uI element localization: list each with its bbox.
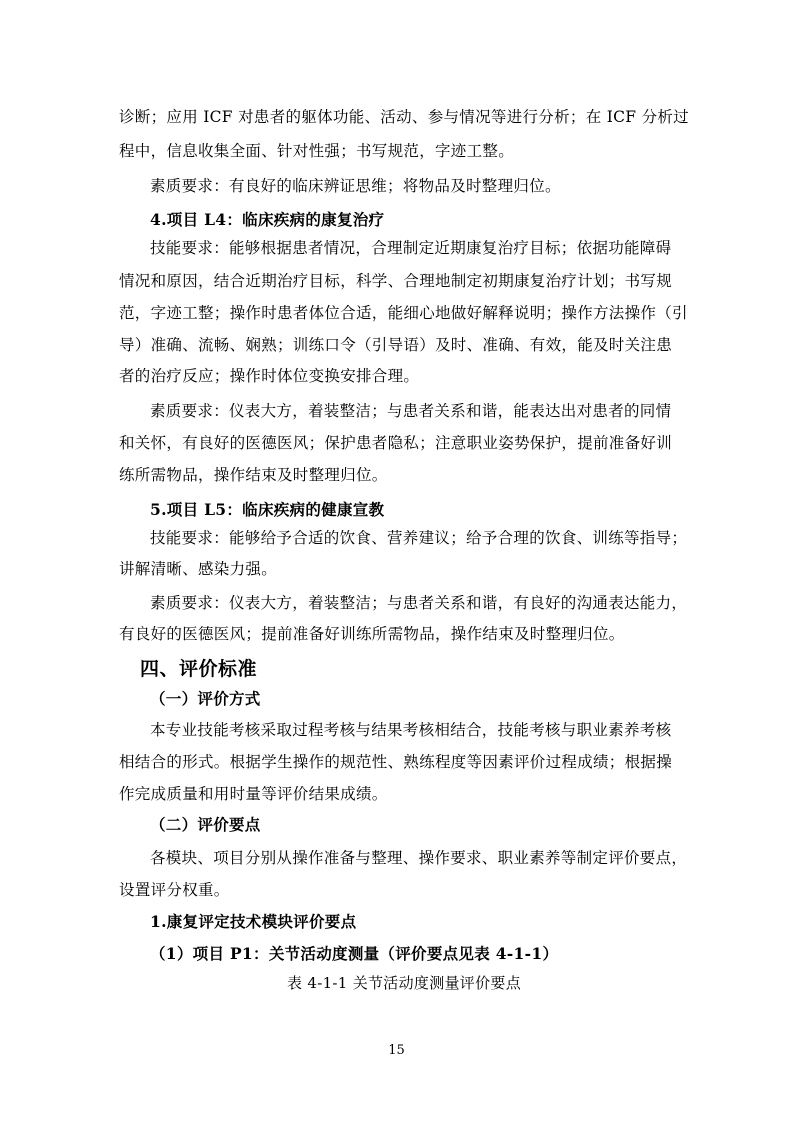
body-text-line: 素质要求：仪表大方，着装整洁；与患者关系和谐，有良好的沟通表达能力， <box>150 594 688 612</box>
body-text-line: 导）准确、流畅、娴熟；训练口令（引导语）及时、准确、有效，能及时关注患 <box>119 336 673 354</box>
body-text-line: 程中，信息收集全面、针对性强；书写规范，字迹工整。 <box>119 142 515 160</box>
item-heading: （1）项目 P1：关节活动度测量（评价要点见表 4-1-1） <box>150 944 559 963</box>
body-text-line: 相结合的形式。根据学生操作的规范性、熟练程度等因素评价过程成绩；根据操 <box>119 753 673 771</box>
section-heading-l4: 4.项目 L4：临床疾病的康复治疗 <box>150 210 385 229</box>
section-heading-l5: 5.项目 L5：临床疾病的健康宣教 <box>150 500 385 519</box>
body-text-line: 诊断；应用 ICF 对患者的躯体功能、活动、参与情况等进行分析；在 ICF 分析过 <box>119 108 689 126</box>
table-caption: 表 4-1-1 关节活动度测量评价要点 <box>287 974 522 992</box>
body-text-line: 情况和原因，结合近期治疗目标，科学、合理地制定初期康复治疗计划；书写规 <box>119 272 673 290</box>
body-text-line: 素质要求：有良好的临床辨证思维；将物品及时整理归位。 <box>150 177 561 195</box>
subsection-heading: （一）评价方式 <box>150 689 261 708</box>
page-number: 15 <box>388 1043 405 1058</box>
body-text-line: 讲解清晰、感染力强。 <box>119 560 278 578</box>
chapter-heading: 四、评价标准 <box>140 658 258 680</box>
module-heading: 1.康复评定技术模块评价要点 <box>150 912 357 931</box>
body-text-line: 技能要求：能够根据患者情况，合理制定近期康复治疗目标；依据功能障碍 <box>150 239 672 257</box>
body-text-line: 技能要求：能够给予合适的饮食、营养建议；给予合理的饮食、训练等指导； <box>150 529 688 547</box>
body-text-line: 范，字迹工整；操作时患者体位合适，能细心地做好解释说明；操作方法操作（引 <box>119 304 688 322</box>
body-text-line: 素质要求：仪表大方，着装整洁；与患者关系和谐，能表达出对患者的同情 <box>150 402 672 420</box>
body-text-line: 和关怀，有良好的医德医风；保护患者隐私；注意职业姿势保护，提前准备好训 <box>119 434 673 452</box>
body-text-line: 有良好的医德医风；提前准备好训练所需物品，操作结束及时整理归位。 <box>119 625 625 643</box>
body-text-line: 本专业技能考核采取过程考核与结果考核相结合，技能考核与职业素养考核 <box>150 721 672 739</box>
body-text-line: 设置评分权重。 <box>119 881 230 899</box>
subsection-heading: （二）评价要点 <box>150 815 261 834</box>
body-text-line: 练所需物品，操作结束及时整理归位。 <box>119 466 388 484</box>
body-text-line: 者的治疗反应；操作时体位变换安排合理。 <box>119 367 420 385</box>
body-text-line: 作完成质量和用时量等评价结果成绩。 <box>119 785 388 803</box>
body-text-line: 各模块、项目分别从操作准备与整理、操作要求、职业素养等制定评价要点， <box>150 849 688 867</box>
